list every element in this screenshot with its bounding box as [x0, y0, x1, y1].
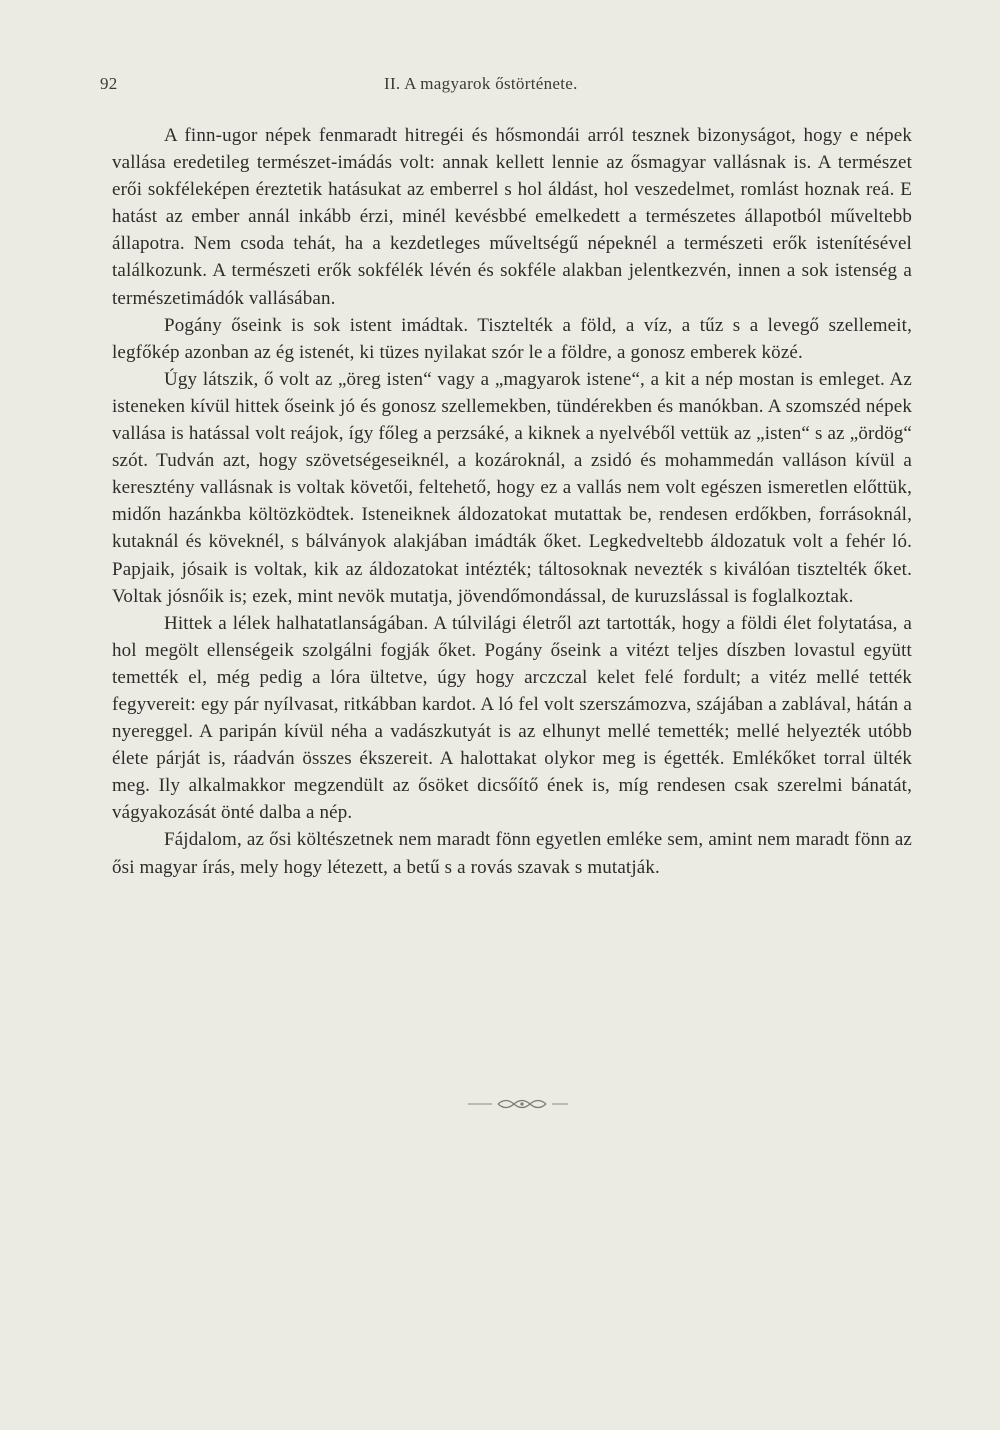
running-title: II. A magyarok őstörténete.: [384, 74, 578, 93]
paragraph: A finn-ugor népek fenmaradt hitregéi és hősmondái arról tesznek bizonyságot, hogy e népek vallása eredetileg természet-imádás volt: annak kellett lennie az ősmagyar vallásnak is. A természet erői sokféleképen éreztetik hatásukat az emberrel s hol áldást, hol veszedelmet, romlást hoznak reá. E hatást az ember annál inkább érzi, minél kevésbbé emelkedett a természetes állapotból műveltebb állapotra. Nem csoda tehát, ha a kezdetleges műveltségű népeknél a természeti erők istenítésével találkozunk. A természeti erők sokfélék lévén és sokféle alakban jelentkezvén, innen a sok istenség a természetimádók vallásában.: [112, 125, 912, 309]
page-number: 92: [100, 74, 118, 93]
page-header: [100, 74, 920, 100]
paragraph: Pogány őseink is sok istent imádtak. Tisztelték a föld, a víz, a tűz s a levegő szellemeit, legfőkép azonban az ég istenét, ki tüzes nyilakat szór le a földre, a gonosz emberek közé.: [112, 314, 912, 363]
paragraph: Úgy látszik, ő volt az „öreg isten“ vagy a „magyarok istene“, a kit a nép mostan is emleget. Az isteneken kívül hittek őseink jó és gonosz szellemekben, tündérekben és manókban. A szomszéd népek vallása is hatással volt reájok, így főleg a perzsáké, a kiknek a nyelvéből vettük az „isten“ s az „ördög“ szót. Tudván azt, hogy szövetségeseiknél, a kozároknál, a zsidó és mohammedán valláson kívül a keresztény vallásnak is voltak követői, feltehető, hogy ez a vallás nem volt egészen ismeretlen előttük, midőn hazánkba költözködtek. Isteneiknek áldozatokat mutattak be, rendesen erdőkben, forrásoknál, kutaknál és köveknél, s bálványok alakjában imádták őket. Legkedveltebb áldozatuk volt a fehér ló. Papjaik, jósaik is voltak, kik az áldozatokat intézték; táltosoknak nevezték s kiválóan tisztelték őket. Voltak jósnőik is; ezek, mint nevök mutatja, jövendőmondással, de kuruzslással is foglalkoztak.: [112, 368, 912, 607]
end-ornament-icon: [466, 1094, 570, 1114]
paragraph: Hittek a lélek halhatatlanságában. A túlvilági életről azt tartották, hogy a földi élet folytatása, a hol megölt ellenségeik szolgálni fogják őket. Pogány őseink a vitézt teljes díszben lovastul együtt temették el, még pedig a lóra ültetve, úgy hogy arczczal kelet felé fordult; a vitéz mellé tették fegyvereit: egy pár nyílvasat, ritkábban kardot. A ló fel volt szerszámozva, szájában a zablával, hátán a nyereggel. A paripán kívül néha a vadászkutyát is az elhunyt mellé temették; mellé helyezték utóbb élete párját is, ráadván összes ékszereit. A halottakat olykor meg is égették. Emlékőket torral ülték meg. Ily alkalmakkor megzendült az ősöket dicsőítő ének is, míg rendesen csak szerelmi bánatát, vágyakozását önté dalba a nép.: [112, 612, 912, 824]
paragraph: Fájdalom, az ősi költészetnek nem maradt fönn egyetlen emléke sem, amint nem maradt fönn az ősi magyar írás, mely hogy létezett, a betű s a rovás szavak s mutatják.: [112, 829, 912, 878]
body-text: [112, 122, 912, 881]
